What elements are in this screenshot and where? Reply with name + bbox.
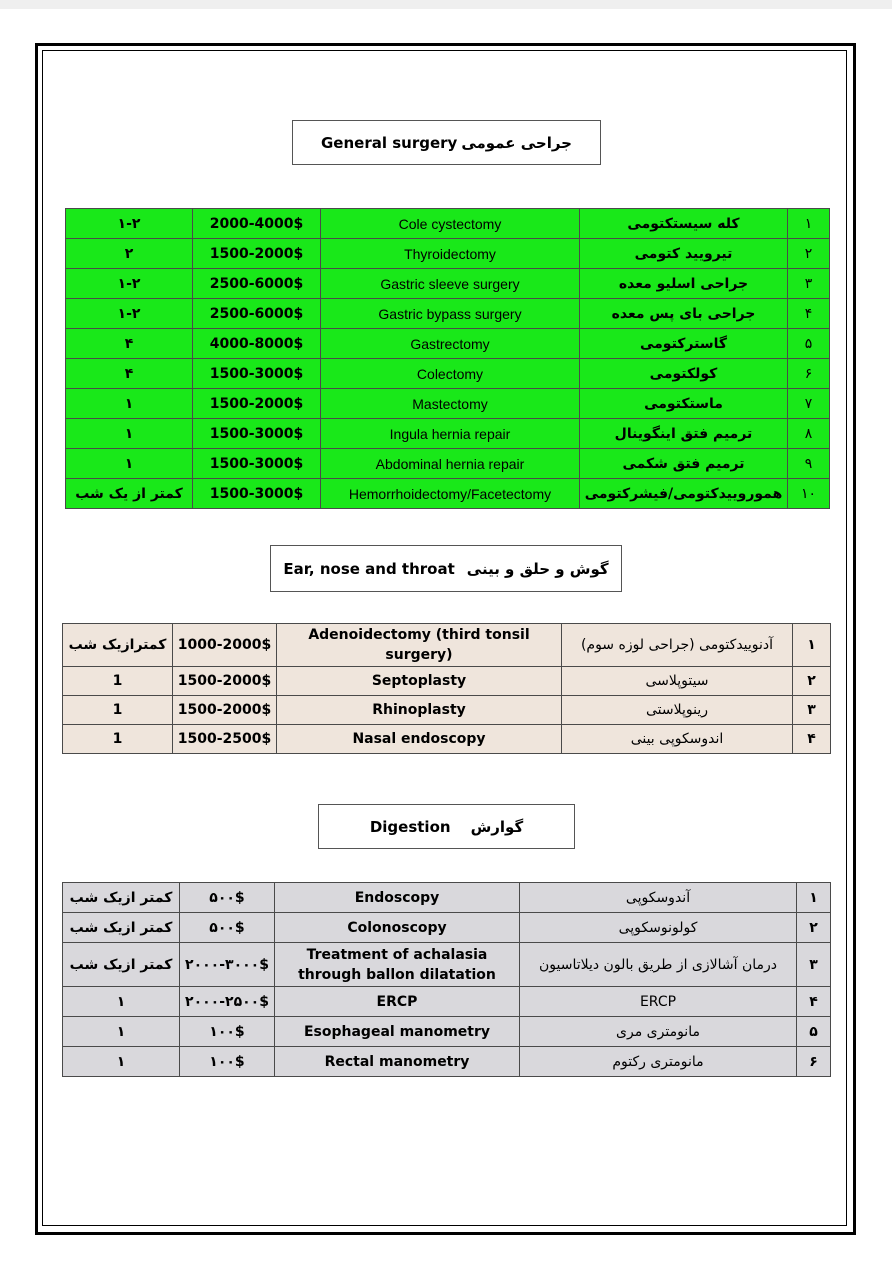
row-number-cell: ۴ [797, 987, 831, 1017]
price-cell: 1500-3000$ [193, 419, 321, 449]
procedure-fa-cell: سیتوپلاسی [562, 667, 793, 696]
table-row [63, 883, 831, 913]
procedure-en-cell: Adenoidectomy (third tonsil surgery) [277, 624, 562, 667]
procedure-en-cell: Mastectomy [321, 389, 580, 419]
table-row [63, 913, 831, 943]
table-row [66, 389, 830, 419]
procedure-en-cell: Ingula hernia repair [321, 419, 580, 449]
procedure-fa-cell: ترمیم فتق اینگوینال [580, 419, 788, 449]
price-cell: 2500-6000$ [193, 299, 321, 329]
row-number-cell: ۹ [788, 449, 830, 479]
table-row [66, 329, 830, 359]
price-cell: 1500-2000$ [173, 667, 277, 696]
procedure-fa-cell: ERCP [520, 987, 797, 1017]
price-cell: 1500-3000$ [193, 449, 321, 479]
table-row [63, 624, 831, 667]
procedure-fa-cell: رینوپلاستی [562, 696, 793, 725]
row-number-cell: ۶ [797, 1047, 831, 1077]
stay-cell: ۱-۲ [66, 209, 193, 239]
general-surgery-table [65, 208, 830, 509]
procedure-en-cell: Hemorrhoidectomy/Facetectomy [321, 479, 580, 509]
price-cell: 2000-4000$ [193, 209, 321, 239]
procedure-fa-cell: گاسترکتومی [580, 329, 788, 359]
procedure-en-cell: Colectomy [321, 359, 580, 389]
price-cell: 1500-2000$ [193, 239, 321, 269]
row-number-cell: ۴ [793, 725, 831, 754]
row-number-cell: ۳ [793, 696, 831, 725]
procedure-en-cell: Endoscopy [275, 883, 520, 913]
procedure-en-cell: Colonoscopy [275, 913, 520, 943]
table-row [63, 943, 831, 987]
stay-cell: ۱ [63, 1047, 180, 1077]
table-row [66, 449, 830, 479]
stay-cell: ۱ [66, 449, 193, 479]
procedure-en-cell: Septoplasty [277, 667, 562, 696]
procedure-en-cell: ERCP [275, 987, 520, 1017]
table-row [66, 299, 830, 329]
procedure-fa-cell: جراحی بای پس معده [580, 299, 788, 329]
digestion-table [62, 882, 831, 1077]
stay-cell: ۱ [63, 987, 180, 1017]
procedure-en-cell: Abdominal hernia repair [321, 449, 580, 479]
procedure-fa-cell: مانومتری رکتوم [520, 1047, 797, 1077]
stay-cell: ۱-۲ [66, 299, 193, 329]
stay-cell: کمتر ازیک شب [63, 943, 180, 987]
row-number-cell: ۱ [797, 883, 831, 913]
row-number-cell: ۲ [797, 913, 831, 943]
procedure-fa-cell: جراحی اسلیو معده [580, 269, 788, 299]
price-cell: ۱۰۰$ [180, 1017, 275, 1047]
table-row [66, 209, 830, 239]
row-number-cell: ۸ [788, 419, 830, 449]
price-cell: ۲۰۰۰-۲۵۰۰$ [180, 987, 275, 1017]
price-cell: ۵۰۰$ [180, 913, 275, 943]
stay-cell: ۱ [63, 1017, 180, 1047]
procedure-en-cell: Gastrectomy [321, 329, 580, 359]
table-row [63, 1017, 831, 1047]
title-en: General surgery [321, 133, 458, 152]
table-row [66, 239, 830, 269]
stay-cell: ۱ [66, 389, 193, 419]
table-row [63, 987, 831, 1017]
procedure-fa-cell: هموروییدکتومی/فیشرکتومی [580, 479, 788, 509]
stay-cell: 1 [63, 667, 173, 696]
table-row [66, 359, 830, 389]
stay-cell: کمتر ازیک شب [63, 883, 180, 913]
price-cell: 2500-6000$ [193, 269, 321, 299]
row-number-cell: ۵ [797, 1017, 831, 1047]
row-number-cell: ۴ [788, 299, 830, 329]
row-number-cell: ۲ [788, 239, 830, 269]
general-surgery-title [292, 120, 601, 165]
procedure-fa-cell: مانومتری مری [520, 1017, 797, 1047]
price-cell: 1000-2000$ [173, 624, 277, 667]
price-cell: 1500-2500$ [173, 725, 277, 754]
stay-cell: 1 [63, 725, 173, 754]
stay-cell: ۱ [66, 419, 193, 449]
price-cell: 4000-8000$ [193, 329, 321, 359]
title-en: Digestion [369, 817, 451, 836]
title-fa: گوارش [470, 817, 524, 836]
table-row [66, 479, 830, 509]
stay-cell: ۲ [66, 239, 193, 269]
table-row [63, 696, 831, 725]
procedure-fa-cell: آندوسکوپی [520, 883, 797, 913]
price-cell: ۵۰۰$ [180, 883, 275, 913]
price-cell: 1500-3000$ [193, 359, 321, 389]
procedure-fa-cell: درمان آشالازی از طریق بالون دیلاتاسیون [520, 943, 797, 987]
ent-table [62, 623, 831, 754]
row-number-cell: ۵ [788, 329, 830, 359]
row-number-cell: ۱۰ [788, 479, 830, 509]
procedure-en-cell: Rectal manometry [275, 1047, 520, 1077]
procedure-en-cell: Rhinoplasty [277, 696, 562, 725]
procedure-en-cell: Nasal endoscopy [277, 725, 562, 754]
price-cell: ۲۰۰۰-۳۰۰۰$ [180, 943, 275, 987]
procedure-en-cell: Treatment of achalasia through ballon dilatation [275, 943, 520, 987]
digestion-title [318, 804, 575, 849]
stay-cell: کمتر ازیک شب [63, 913, 180, 943]
title-en: Ear, nose and throat [283, 559, 455, 578]
price-cell: 1500-2000$ [193, 389, 321, 419]
ent-title [270, 545, 622, 592]
stay-cell: ۴ [66, 359, 193, 389]
table-row [63, 1047, 831, 1077]
stay-cell: ۱-۲ [66, 269, 193, 299]
row-number-cell: ۶ [788, 359, 830, 389]
procedure-en-cell: Gastric sleeve surgery [321, 269, 580, 299]
row-number-cell: ۱ [793, 624, 831, 667]
price-cell: 1500-3000$ [193, 479, 321, 509]
procedure-fa-cell: کولکتومی [580, 359, 788, 389]
title-fa: گوش و حلق و بینی [466, 559, 609, 578]
row-number-cell: ۳ [797, 943, 831, 987]
procedure-fa-cell: ماستکتومی [580, 389, 788, 419]
stay-cell: کمتر از یک شب [66, 479, 193, 509]
price-cell: 1500-2000$ [173, 696, 277, 725]
table-row [63, 667, 831, 696]
table-row [66, 269, 830, 299]
procedure-fa-cell: اندوسکوپی بینی [562, 725, 793, 754]
stay-cell: ۴ [66, 329, 193, 359]
procedure-en-cell: Cole cystectomy [321, 209, 580, 239]
table-row [63, 725, 831, 754]
procedure-fa-cell: ترمیم فتق شکمی [580, 449, 788, 479]
row-number-cell: ۷ [788, 389, 830, 419]
table-row [66, 419, 830, 449]
procedure-en-cell: Esophageal manometry [275, 1017, 520, 1047]
row-number-cell: ۳ [788, 269, 830, 299]
title-fa: جراحی عمومی [461, 133, 572, 152]
top-bar [0, 0, 892, 9]
procedure-fa-cell: کولونوسکوپی [520, 913, 797, 943]
procedure-fa-cell: تیرویید کتومی [580, 239, 788, 269]
procedure-fa-cell: آدنوییدکتومی (جراحی لوزه سوم) [562, 624, 793, 667]
price-cell: ۱۰۰$ [180, 1047, 275, 1077]
row-number-cell: ۱ [788, 209, 830, 239]
row-number-cell: ۲ [793, 667, 831, 696]
stay-cell: کمترازیک شب [63, 624, 173, 667]
stay-cell: 1 [63, 696, 173, 725]
procedure-en-cell: Thyroidectomy [321, 239, 580, 269]
procedure-fa-cell: کله سیستکتومی [580, 209, 788, 239]
procedure-en-cell: Gastric bypass surgery [321, 299, 580, 329]
